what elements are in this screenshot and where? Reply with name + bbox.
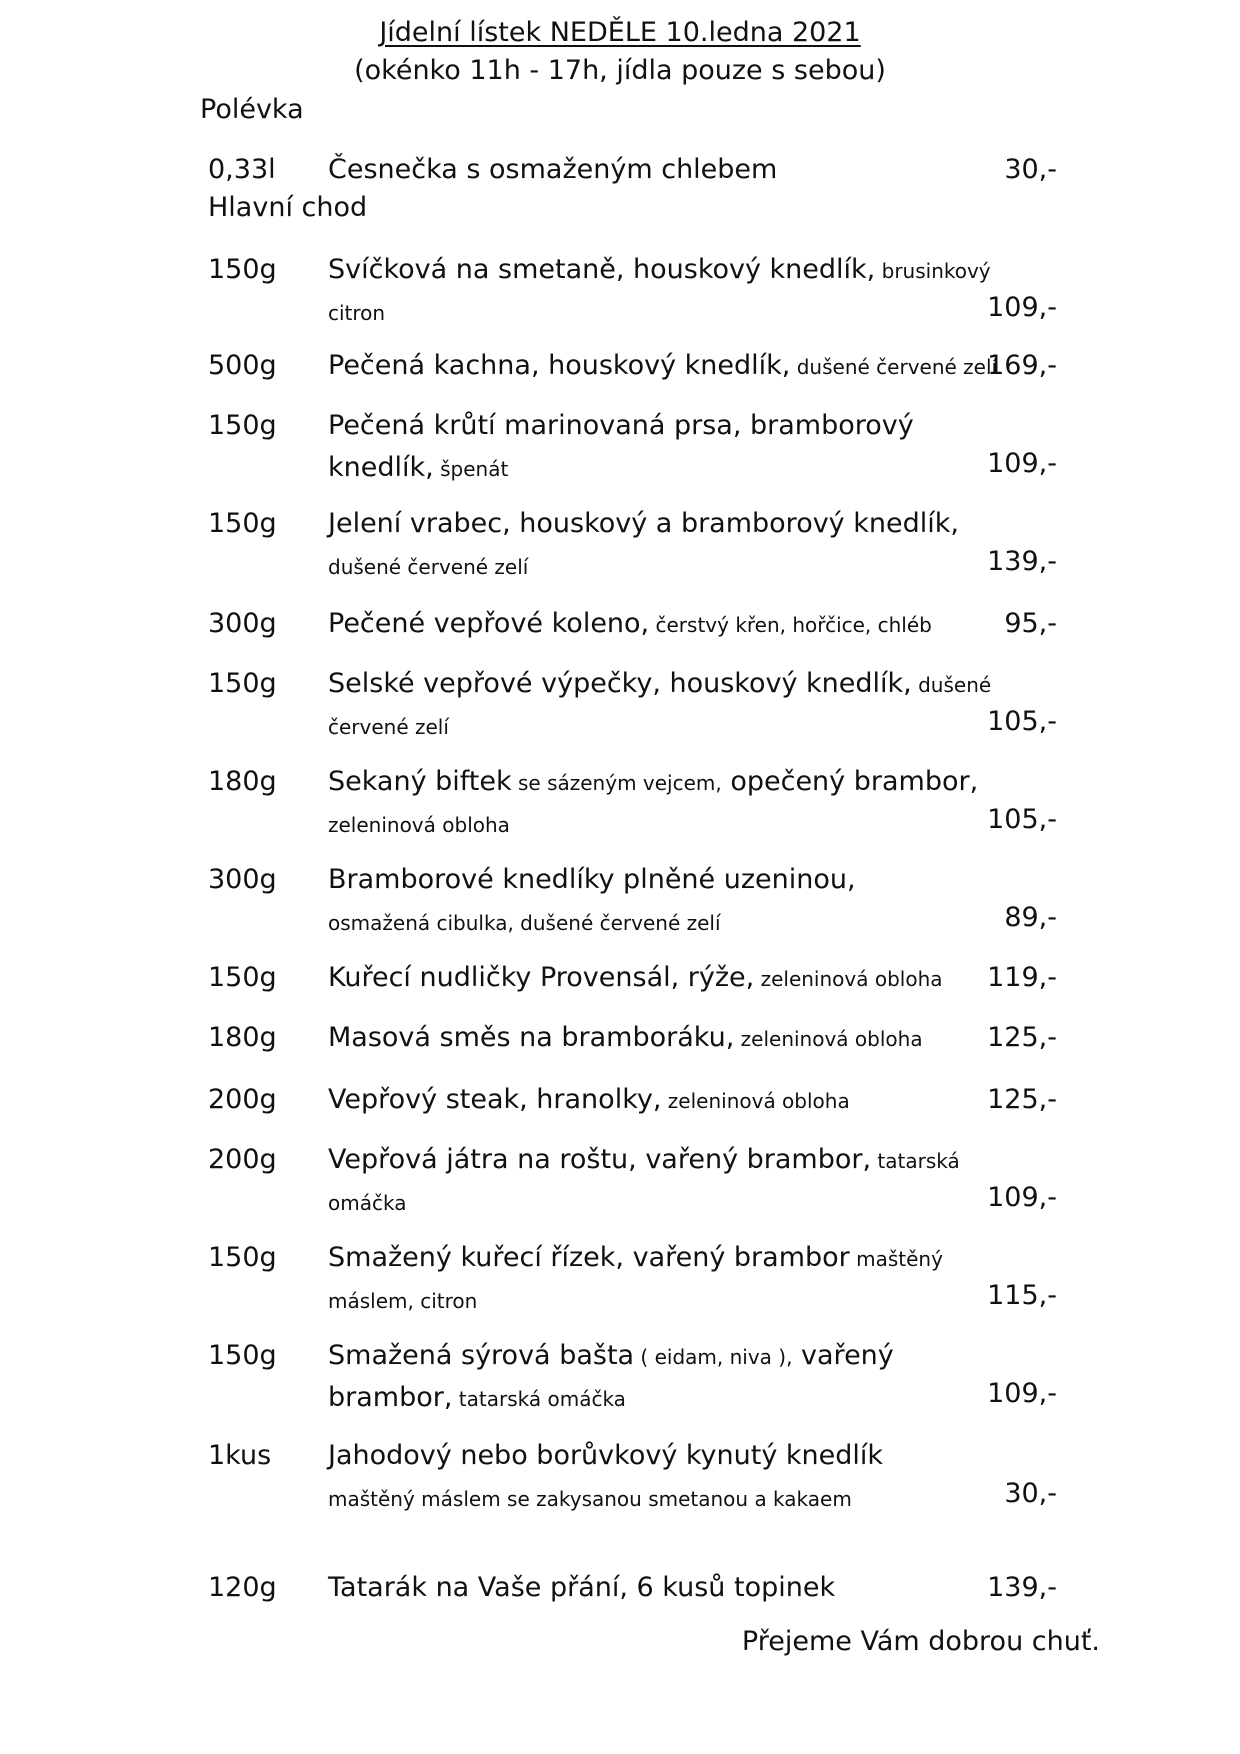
item-price: 30,-	[1004, 1478, 1057, 1509]
item-name	[328, 1084, 850, 1115]
item-name-main: Smažená sýrová bašta	[328, 1340, 635, 1371]
item-price: 115,-	[987, 1280, 1057, 1311]
item-weight: 120g	[208, 1572, 277, 1603]
item-description	[328, 1382, 626, 1413]
item-description	[328, 1482, 852, 1513]
item-name	[328, 608, 932, 639]
item-price: 109,-	[987, 448, 1057, 479]
item-weight: 500g	[208, 350, 277, 381]
menu-subtitle: (okénko 11h - 17h, jídla pouze s sebou)	[354, 55, 886, 86]
section-soup: Polévka	[200, 94, 304, 125]
item-price: 95,-	[1004, 608, 1057, 639]
item-name	[328, 1340, 894, 1371]
item-description	[328, 906, 721, 937]
item-name-main: Smažený kuřecí řízek, vařený brambor	[328, 1242, 850, 1273]
item-name	[328, 668, 991, 699]
item-name	[328, 350, 997, 381]
item-name-main: Sekaný biftek	[328, 766, 512, 797]
item-weight: 150g	[208, 1340, 277, 1371]
item-name-main: Pečená krůtí marinovaná prsa, bramborový	[328, 410, 914, 441]
item-name-main: Pečené vepřové koleno,	[328, 608, 650, 639]
item-description-side: červené zelí	[328, 715, 449, 739]
item-name	[328, 1242, 943, 1273]
item-description-side: zeleninová obloha	[328, 813, 510, 837]
item-weight: 180g	[208, 1022, 277, 1053]
item-name-main-cont: opečený brambor,	[721, 766, 979, 797]
item-name	[328, 766, 978, 797]
item-name-side: maštěný	[849, 1247, 943, 1271]
item-price: 125,-	[987, 1084, 1057, 1115]
item-name-main: Kuřecí nudličky Provensál, rýže,	[328, 962, 755, 993]
item-weight: 300g	[208, 864, 277, 895]
item-description	[328, 550, 528, 581]
item-name	[328, 1144, 960, 1175]
item-weight: 150g	[208, 962, 277, 993]
item-price: 109,-	[987, 1378, 1057, 1409]
item-name-main: Vepřová játra na roštu, vařený brambor,	[328, 1144, 872, 1175]
item-name	[328, 962, 943, 993]
item-name-main: Vepřový steak, hranolky,	[328, 1084, 662, 1115]
item-name-side: brusinkový	[875, 259, 991, 283]
item-name-main-cont: vařený	[792, 1340, 894, 1371]
item-description	[328, 1186, 406, 1217]
item-name	[328, 1022, 923, 1053]
item-name	[328, 254, 991, 285]
item-weight: 200g	[208, 1084, 277, 1115]
item-weight: 150g	[208, 410, 277, 441]
item-name-main: Masová směs na bramboráku,	[328, 1022, 735, 1053]
item-price: 169,-	[987, 350, 1057, 381]
item-name-main: Tatarák na Vaše přání, 6 kusů topinek	[328, 1572, 836, 1603]
item-weight: 300g	[208, 608, 277, 639]
item-price: 109,-	[987, 292, 1057, 323]
item-price: 125,-	[987, 1022, 1057, 1053]
soup-price: 30,-	[1004, 154, 1057, 185]
item-name	[328, 1440, 883, 1471]
item-description-side: tatarská omáčka	[452, 1387, 626, 1411]
section-main: Hlavní chod	[208, 192, 368, 223]
item-weight: 150g	[208, 254, 277, 285]
menu-title: Jídelní lístek NEDĚLE 10.ledna 2021	[379, 17, 861, 48]
item-description-side: citron	[328, 301, 386, 325]
item-description-side: máslem, citron	[328, 1289, 478, 1313]
item-price: 119,-	[987, 962, 1057, 993]
item-weight: 150g	[208, 1242, 277, 1273]
item-name-main: Jahodový nebo borůvkový kynutý knedlík	[328, 1440, 884, 1471]
item-weight: 1kus	[208, 1440, 272, 1471]
item-price: 139,-	[987, 1572, 1057, 1603]
item-name-side: čerstvý křen, hořčice, chléb	[649, 613, 932, 637]
item-description-side: osmažená cibulka, dušené červené zelí	[328, 911, 721, 935]
item-name	[328, 410, 914, 441]
item-name-side: dušené	[911, 673, 992, 697]
item-description-side: maštěný máslem se zakysanou smetanou a kakaem	[328, 1487, 852, 1511]
item-name-side: se sázeným vejcem,	[511, 771, 722, 795]
item-description-main: brambor,	[328, 1382, 453, 1413]
item-name-main: Bramborové knedlíky plněné uzeninou,	[328, 864, 856, 895]
item-name-side: zeleninová obloha	[754, 967, 943, 991]
item-description-side: omáčka	[328, 1191, 407, 1215]
item-description	[328, 452, 508, 483]
item-price: 139,-	[987, 546, 1057, 577]
item-name-side: zeleninová obloha	[661, 1089, 850, 1113]
item-name-main: Svíčková na smetaně, houskový knedlík,	[328, 254, 876, 285]
item-name-main: Selské vepřové výpečky, houskový knedlík,	[328, 668, 912, 699]
item-price: 105,-	[987, 804, 1057, 835]
item-weight: 200g	[208, 1144, 277, 1175]
item-weight: 150g	[208, 668, 277, 699]
closing-wish: Přejeme Vám dobrou chuť.	[741, 1626, 1100, 1657]
item-weight: 180g	[208, 766, 277, 797]
item-name-main: Jelení vrabec, houskový a bramborový knedlík,	[328, 508, 959, 539]
item-price: 109,-	[987, 1182, 1057, 1213]
item-description	[328, 710, 449, 741]
item-description	[328, 296, 385, 327]
item-name-side: zeleninová obloha	[734, 1027, 923, 1051]
item-name-main: Pečená kachna, houskový knedlík,	[328, 350, 791, 381]
item-description-side: špenát	[433, 457, 509, 481]
item-name-side: ( eidam, niva ),	[634, 1345, 793, 1369]
soup-name: Česnečka s osmaženým chlebem	[328, 154, 778, 185]
item-description-main: knedlík,	[328, 452, 434, 483]
item-name	[328, 508, 959, 539]
item-price: 89,-	[1004, 902, 1057, 933]
item-price: 105,-	[987, 706, 1057, 737]
item-description-side: dušené červené zelí	[328, 555, 529, 579]
item-name-side: tatarská	[871, 1149, 960, 1173]
soup-weight: 0,33l	[208, 154, 276, 185]
item-description	[328, 1284, 477, 1315]
item-description	[328, 808, 510, 839]
item-name	[328, 1572, 835, 1603]
item-name-side: dušené červené zelí	[790, 355, 998, 379]
item-name	[328, 864, 856, 895]
item-weight: 150g	[208, 508, 277, 539]
